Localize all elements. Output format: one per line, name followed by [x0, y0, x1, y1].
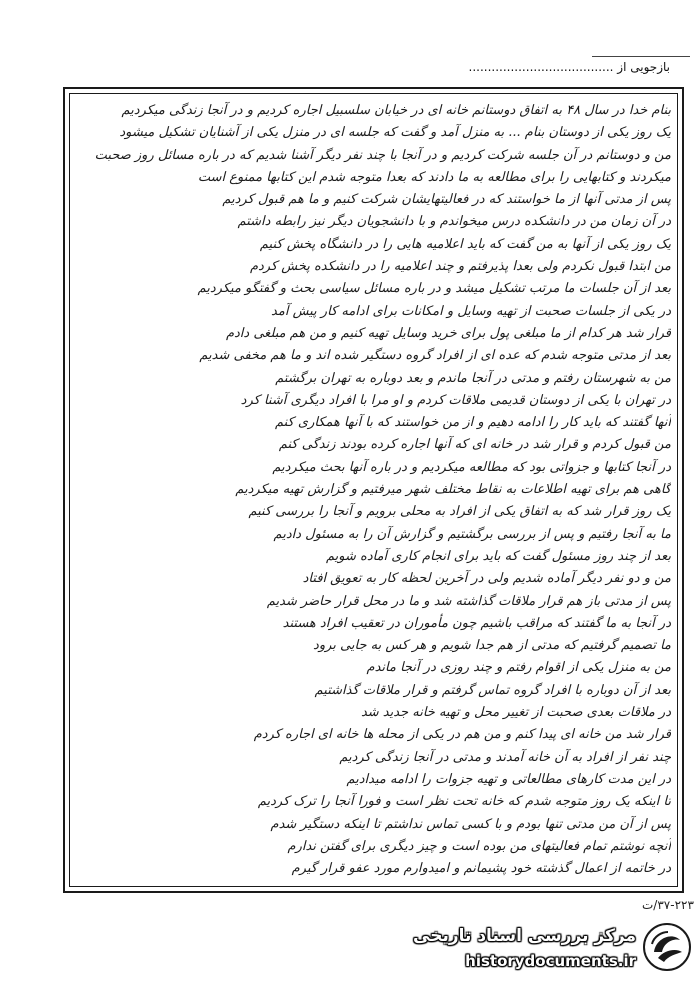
text-line: بعد از چند روز مسئول گفت که باید برای انجام کاری آماده شویم [326, 548, 671, 564]
text-line: ما به آنجا رفتیم و پس از بررسی برگشتیم و گزارش آن را به مسئول دادیم [273, 526, 671, 542]
text-line: یک روز یکی از آنها به من گفت که باید اعلامیه هایی را در دانشگاه پخش کنیم [259, 236, 671, 252]
text-line: من و دوستانم در آن جلسه شرکت کردیم و در آنجا با چند نفر دیگر آشنا شدیم که در باره مسائل روز صحبت [94, 147, 671, 163]
text-line: یک روز قرار شد که به اتفاق یکی از افراد به محلی برویم و آنجا را بررسی کنیم [248, 504, 671, 520]
text-line: در آن زمان من در دانشکده درس میخواندم و با دانشجویان دیگر نیز رابطه داشتم [237, 214, 671, 230]
text-line: در خاتمه از اعمال گذشته خود پشیمانم و امیدوارم مورد عفو قرار گیرم [291, 861, 671, 877]
text-line: در آنجا به ما گفتند که مراقب باشیم چون مأموران در تعقیب افراد هستند [282, 615, 671, 631]
text-line: در این مدت کارهای مطالعاتی و تهیه جزوات را ادامه میدادیم [346, 771, 671, 787]
text-line: پس از آن من مدتی تنها بودم و با کسی تماس نداشتم تا اینکه دستگیر شدم [270, 816, 671, 832]
text-line: در آنجا کتابها و جزواتی بود که مطالعه میکردیم و در باره آنها بحث میکردیم [272, 459, 671, 475]
text-line: آنچه نوشتم تمام فعالیتهای من بوده است و چیز دیگری برای گفتن ندارم [287, 838, 671, 854]
text-line: تا اینکه یک روز متوجه شدم که خانه تحت نظر است و فورا آنجا را ترک کردیم [257, 794, 671, 810]
text-line: پس از مدتی باز هم قرار ملاقات گذاشته شد و ما در محل قرار حاضر شدیم [266, 593, 671, 609]
document-frame [63, 87, 684, 893]
form-field-label: بازجویی از ...................................... [468, 60, 670, 74]
text-line: میکردند و کتابهایی را برای مطالعه به ما دادند که بعدا متوجه شدم این کتابها ممنوع است [197, 169, 671, 185]
handwritten-text-block [76, 100, 671, 880]
text-line: چند نفر از افراد به آن خانه آمدند و مدتی در آنجا زندگی کردیم [339, 749, 671, 765]
text-line: من و دو نفر دیگر آماده شدیم ولی در آخرین لحظه کار به تعویق افتاد [302, 571, 671, 587]
text-line: ما تصمیم گرفتیم که مدتی از هم جدا شویم و هر کس به جایی برود [313, 638, 671, 654]
watermark-url: historydocuments.ir [465, 952, 636, 970]
text-line: در تهران با یکی از دوستان قدیمی ملاقات کردم و او مرا با افراد دیگری آشنا کرد [240, 392, 671, 408]
text-line: گاهی هم برای تهیه اطلاعات به نقاط مختلف شهر میرفتیم و گزارش تهیه میکردیم [235, 482, 671, 498]
document-inner-frame [69, 93, 678, 887]
text-line: بعد از آن دوباره با افراد گروه تماس گرفتم و قرار ملاقات گذاشتیم [314, 682, 671, 698]
watermark [398, 916, 698, 980]
top-rule [592, 56, 690, 57]
text-line: در ملاقات بعدی صحبت از تغییر محل و تهیه خانه جدید شد [360, 705, 671, 721]
text-line: پس از مدتی آنها از ما خواستند که در فعالیتهایشان شرکت کنیم و ما هم قبول کردیم [222, 192, 671, 208]
text-line: من به شهرستان رفتم و مدتی در آنجا ماندم و بعد دوباره به تهران برگشتم [275, 370, 671, 386]
archive-logo-icon [642, 922, 692, 972]
text-line: یک روز یکی از دوستان بنام ... به منزل آمد و گفت که جلسه ای در منزل یکی از آشنایان تشکیل میشود [119, 125, 671, 141]
text-line: من به منزل یکی از اقوام رفتم و چند روزی در آنجا ماندم [366, 660, 671, 676]
text-line: من قبول کردم و قرار شد در خانه ای که آنها اجاره کرده بودند زندگی کنم [278, 437, 671, 453]
text-line: من ابتدا قبول نکردم ولی بعدا پذیرفتم و چند اعلامیه را در دانشکده پخش کردم [249, 259, 671, 275]
page-number: ۳۷-۲۲۳/ت [642, 898, 694, 912]
text-line: بعد از مدتی متوجه شدم که عده ای از افراد گروه دستگیر شده اند و ما هم مخفی شدیم [199, 348, 671, 364]
text-line: بعد از آن جلسات ما مرتب تشکیل میشد و در باره مسائل سیاسی بحث و گفتگو میکردیم [197, 281, 671, 297]
watermark-title: مرکز بررسی اسناد تاریخی [413, 926, 636, 946]
text-line: بنام خدا در سال ۴۸ به اتفاق دوستانم خانه ای در خیابان سلسبیل اجاره کردیم و در آنجا زندگی میکردیم [121, 103, 671, 118]
text-line: آنها گفتند که باید کار را ادامه دهیم و از من خواستند که با آنها همکاری کنم [275, 415, 671, 431]
text-line: در یکی از جلسات صحبت از تهیه وسایل و امکانات برای ادامه کار پیش آمد [271, 303, 671, 319]
text-line: قرار شد من خانه ای پیدا کنم و من هم در یکی از محله ها خانه ای اجاره کردم [253, 727, 671, 743]
text-line: قرار شد هر کدام از ما مبلغی پول برای خرید وسایل تهیه کنیم و من هم مبلغی دادم [225, 325, 671, 341]
